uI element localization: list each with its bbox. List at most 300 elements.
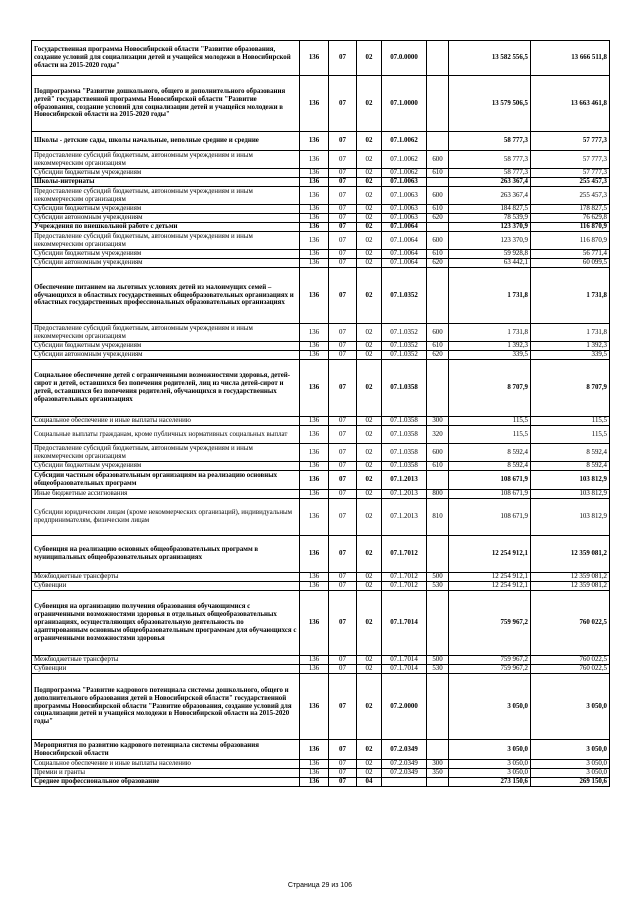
row-amount-1: 1 731,8 [449, 324, 531, 342]
row-expense-type: 530 [427, 582, 449, 591]
row-amount-1: 63 442,1 [449, 259, 531, 268]
table-row [32, 41, 610, 76]
row-name: Межбюджетные трансферты [32, 656, 300, 665]
row-expense-type: 600 [427, 151, 449, 169]
row-target-article: 07.2.0349 [382, 760, 427, 769]
row-subsection-code: 02 [357, 151, 382, 169]
table-row [32, 490, 610, 499]
row-subsection-code: 02 [357, 268, 382, 324]
row-amount-2: 76 629,8 [531, 214, 610, 223]
row-expense-type: 600 [427, 187, 449, 205]
row-ministry-code: 136 [300, 250, 329, 259]
row-section-code: 07 [329, 169, 357, 178]
row-name: Субвенции [32, 582, 300, 591]
row-expense-type: 610 [427, 462, 449, 471]
row-section-code: 07 [329, 351, 357, 360]
row-name: Социальное обеспечение детей с ограниченными возможностями здоровья, детей-сирот и детей, оставшихся без попечения родителей, лиц из числа детей-сирот и детей, оставшихся без попечения родителей, обучающихся в государственных образовательных организациях [32, 360, 300, 417]
row-expense-type [427, 178, 449, 187]
row-name: Премии и гранты [32, 769, 300, 778]
row-amount-2: 12 359 081,2 [531, 573, 610, 582]
table-row [32, 324, 610, 342]
row-section-code: 07 [329, 178, 357, 187]
row-subsection-code: 02 [357, 760, 382, 769]
table-row [32, 342, 610, 351]
row-section-code: 07 [329, 740, 357, 760]
row-amount-1: 78 539,9 [449, 214, 531, 223]
row-section-code: 07 [329, 268, 357, 324]
row-expense-type: 810 [427, 499, 449, 536]
row-ministry-code: 136 [300, 132, 329, 151]
table-row [32, 591, 610, 656]
row-section-code: 07 [329, 591, 357, 656]
row-name: Субсидии бюджетным учреждениям [32, 462, 300, 471]
row-amount-1: 13 579 506,5 [449, 76, 531, 132]
row-amount-2: 1 392,3 [531, 342, 610, 351]
row-subsection-code: 02 [357, 342, 382, 351]
row-expense-type: 610 [427, 205, 449, 214]
row-ministry-code: 136 [300, 462, 329, 471]
row-ministry-code: 136 [300, 536, 329, 573]
row-section-code: 07 [329, 490, 357, 499]
row-section-code: 07 [329, 674, 357, 740]
row-name: Субсидии автономным учреждениям [32, 351, 300, 360]
table-row [32, 674, 610, 740]
row-subsection-code: 02 [357, 444, 382, 462]
page-footer: Страница 29 из 106 [287, 882, 353, 889]
row-expense-type: 620 [427, 351, 449, 360]
row-amount-1: 58 777,3 [449, 169, 531, 178]
row-amount-1: 13 582 556,5 [449, 41, 531, 76]
table-row [32, 740, 610, 760]
row-amount-1: 123 370,9 [449, 223, 531, 232]
row-name: Иные бюджетные ассигнования [32, 490, 300, 499]
row-subsection-code: 02 [357, 573, 382, 582]
row-expense-type [427, 591, 449, 656]
row-expense-type: 300 [427, 760, 449, 769]
row-name: Социальные выплаты гражданам, кроме публичных нормативных социальных выплат [32, 426, 300, 444]
row-section-code: 07 [329, 582, 357, 591]
row-amount-1: 759 967,2 [449, 656, 531, 665]
row-ministry-code: 136 [300, 674, 329, 740]
row-amount-1: 8 592,4 [449, 444, 531, 462]
row-ministry-code: 136 [300, 582, 329, 591]
row-expense-type [427, 778, 449, 787]
table-row [32, 76, 610, 132]
row-amount-2: 8 592,4 [531, 444, 610, 462]
table-row [32, 360, 610, 417]
row-amount-2: 760 022,5 [531, 656, 610, 665]
row-ministry-code: 136 [300, 665, 329, 674]
table-row [32, 536, 610, 573]
row-name: Субвенции [32, 665, 300, 674]
table-row [32, 187, 610, 205]
row-amount-2: 269 150,6 [531, 778, 610, 787]
row-target-article: 07.0.0000 [382, 41, 427, 76]
row-subsection-code: 02 [357, 324, 382, 342]
row-expense-type [427, 132, 449, 151]
row-name: Обеспечение питанием на льготных условиях детей из малоимущих семей – обучающихся в областных государственных общеобразовательных организациях и областных государственных профессиональных образовательных организациях [32, 268, 300, 324]
row-target-article: 07.1.0062 [382, 151, 427, 169]
row-amount-1: 58 777,3 [449, 132, 531, 151]
row-target-article: 07.1.0064 [382, 223, 427, 232]
row-amount-1: 263 367,4 [449, 187, 531, 205]
row-name: Социальное обеспечение и иные выплаты населению [32, 417, 300, 426]
row-ministry-code: 136 [300, 471, 329, 490]
row-subsection-code: 02 [357, 499, 382, 536]
row-amount-1: 58 777,3 [449, 151, 531, 169]
row-section-code: 07 [329, 151, 357, 169]
row-expense-type [427, 536, 449, 573]
row-target-article: 07.1.7012 [382, 536, 427, 573]
row-name: Субсидии частным образовательным организациям на реализацию основных общеобразовательных программ [32, 471, 300, 490]
table-row [32, 444, 610, 462]
table-row [32, 582, 610, 591]
row-expense-type: 610 [427, 342, 449, 351]
row-target-article: 07.1.0352 [382, 342, 427, 351]
row-name: Учреждения по внешкольной работе с детьми [32, 223, 300, 232]
row-ministry-code: 136 [300, 268, 329, 324]
row-section-code: 07 [329, 259, 357, 268]
row-target-article: 07.1.0358 [382, 417, 427, 426]
row-target-article: 07.1.0358 [382, 462, 427, 471]
row-ministry-code: 136 [300, 499, 329, 536]
table-row [32, 417, 610, 426]
row-subsection-code: 02 [357, 417, 382, 426]
row-amount-2: 760 022,5 [531, 591, 610, 656]
row-name: Социальное обеспечение и иные выплаты населению [32, 760, 300, 769]
row-section-code: 07 [329, 360, 357, 417]
row-expense-type [427, 740, 449, 760]
row-ministry-code: 136 [300, 223, 329, 232]
row-subsection-code: 02 [357, 471, 382, 490]
row-amount-2: 103 812,9 [531, 499, 610, 536]
row-amount-1: 115,5 [449, 426, 531, 444]
row-name: Школы-интернаты [32, 178, 300, 187]
row-target-article: 07.2.0000 [382, 674, 427, 740]
row-target-article: 07.1.7014 [382, 656, 427, 665]
row-ministry-code: 136 [300, 324, 329, 342]
row-section-code: 07 [329, 76, 357, 132]
table-row [32, 351, 610, 360]
row-name: Субсидии бюджетным учреждениям [32, 250, 300, 259]
row-amount-2: 13 663 461,8 [531, 76, 610, 132]
row-ministry-code: 136 [300, 656, 329, 665]
row-amount-1: 263 367,4 [449, 178, 531, 187]
row-amount-1: 59 928,8 [449, 250, 531, 259]
row-subsection-code: 02 [357, 205, 382, 214]
row-name: Субсидии юридическим лицам (кроме некоммерческих организаций), индивидуальным предпринимателям, физическим лицам [32, 499, 300, 536]
row-ministry-code: 136 [300, 778, 329, 787]
row-target-article: 07.1.0358 [382, 444, 427, 462]
row-name: Предоставление субсидий бюджетным, автономным учреждениям и иным некоммерческим организациям [32, 444, 300, 462]
row-name: Субвенция на организацию получения образования обучающимися с ограниченными возможностями здоровья в отдельных общеобразовательных организациях, осуществляющих образовательную деятельность по адаптированным основным общеобразовательным программам для обучающихся с ограниченными возможностями здоровья [32, 591, 300, 656]
table-row [32, 769, 610, 778]
row-ministry-code: 136 [300, 178, 329, 187]
row-section-code: 07 [329, 214, 357, 223]
row-amount-2: 116 870,9 [531, 223, 610, 232]
row-subsection-code: 02 [357, 656, 382, 665]
row-expense-type [427, 41, 449, 76]
row-amount-1: 3 050,0 [449, 769, 531, 778]
table-row [32, 232, 610, 250]
row-target-article: 07.1.0352 [382, 351, 427, 360]
row-amount-2: 178 827,5 [531, 205, 610, 214]
row-amount-1: 108 671,9 [449, 499, 531, 536]
table-row [32, 268, 610, 324]
row-target-article: 07.1.0352 [382, 268, 427, 324]
row-amount-2: 57 777,3 [531, 151, 610, 169]
row-amount-1: 115,5 [449, 417, 531, 426]
row-target-article: 07.1.2013 [382, 490, 427, 499]
row-amount-2: 255 457,3 [531, 178, 610, 187]
table-row [32, 250, 610, 259]
row-target-article: 07.1.0064 [382, 259, 427, 268]
row-expense-type: 610 [427, 169, 449, 178]
row-expense-type: 620 [427, 259, 449, 268]
row-section-code: 07 [329, 342, 357, 351]
row-ministry-code: 136 [300, 342, 329, 351]
row-amount-1: 8 707,9 [449, 360, 531, 417]
row-amount-2: 116 870,9 [531, 232, 610, 250]
row-amount-2: 8 707,9 [531, 360, 610, 417]
row-ministry-code: 136 [300, 76, 329, 132]
row-section-code: 07 [329, 656, 357, 665]
budget-table [31, 40, 610, 787]
row-subsection-code: 02 [357, 178, 382, 187]
row-target-article: 07.1.0064 [382, 232, 427, 250]
row-expense-type: 620 [427, 214, 449, 223]
row-ministry-code: 136 [300, 351, 329, 360]
row-ministry-code: 136 [300, 573, 329, 582]
row-amount-2: 3 050,0 [531, 760, 610, 769]
row-name: Предоставление субсидий бюджетным, автономным учреждениям и иным некоммерческим организациям [32, 232, 300, 250]
row-expense-type: 350 [427, 769, 449, 778]
row-expense-type: 800 [427, 490, 449, 499]
row-amount-1: 12 254 912,1 [449, 536, 531, 573]
table-row [32, 665, 610, 674]
row-subsection-code: 02 [357, 582, 382, 591]
row-subsection-code: 02 [357, 591, 382, 656]
row-amount-2: 56 771,4 [531, 250, 610, 259]
row-section-code: 07 [329, 232, 357, 250]
row-ministry-code: 136 [300, 259, 329, 268]
row-section-code: 07 [329, 250, 357, 259]
row-section-code: 07 [329, 499, 357, 536]
row-section-code: 07 [329, 324, 357, 342]
row-name: Субсидии бюджетным учреждениям [32, 205, 300, 214]
row-ministry-code: 136 [300, 444, 329, 462]
row-expense-type: 300 [427, 417, 449, 426]
row-amount-1: 108 671,9 [449, 471, 531, 490]
row-target-article: 07.1.7014 [382, 665, 427, 674]
row-ministry-code: 136 [300, 490, 329, 499]
row-name: Предоставление субсидий бюджетным, автономным учреждениям и иным некоммерческим организациям [32, 324, 300, 342]
row-amount-2: 8 592,4 [531, 462, 610, 471]
row-target-article: 07.1.2013 [382, 499, 427, 536]
row-subsection-code: 02 [357, 169, 382, 178]
row-amount-1: 759 967,2 [449, 591, 531, 656]
row-amount-2: 3 050,0 [531, 740, 610, 760]
row-section-code: 07 [329, 778, 357, 787]
row-section-code: 07 [329, 665, 357, 674]
row-amount-1: 3 050,0 [449, 760, 531, 769]
row-ministry-code: 136 [300, 187, 329, 205]
row-ministry-code: 136 [300, 591, 329, 656]
row-section-code: 07 [329, 417, 357, 426]
row-ministry-code: 136 [300, 169, 329, 178]
row-target-article: 07.1.0062 [382, 132, 427, 151]
row-section-code: 07 [329, 769, 357, 778]
row-amount-2: 1 731,8 [531, 268, 610, 324]
row-section-code: 07 [329, 426, 357, 444]
table-row [32, 426, 610, 444]
row-ministry-code: 136 [300, 426, 329, 444]
row-amount-2: 760 022,5 [531, 665, 610, 674]
row-amount-1: 3 050,0 [449, 674, 531, 740]
row-amount-2: 60 099,5 [531, 259, 610, 268]
row-ministry-code: 136 [300, 417, 329, 426]
row-section-code: 07 [329, 132, 357, 151]
table-row [32, 132, 610, 151]
row-amount-1: 123 370,9 [449, 232, 531, 250]
row-expense-type [427, 268, 449, 324]
row-subsection-code: 02 [357, 214, 382, 223]
row-amount-1: 12 254 912,1 [449, 582, 531, 591]
row-section-code: 07 [329, 223, 357, 232]
row-subsection-code: 02 [357, 232, 382, 250]
row-ministry-code: 136 [300, 760, 329, 769]
row-name: Среднее профессиональное образование [32, 778, 300, 787]
row-ministry-code: 136 [300, 41, 329, 76]
row-target-article: 07.1.0063 [382, 214, 427, 223]
row-target-article: 07.1.0063 [382, 178, 427, 187]
row-subsection-code: 02 [357, 490, 382, 499]
row-expense-type [427, 223, 449, 232]
row-subsection-code: 02 [357, 351, 382, 360]
row-expense-type: 600 [427, 444, 449, 462]
row-amount-2: 103 812,9 [531, 490, 610, 499]
row-subsection-code: 02 [357, 462, 382, 471]
row-expense-type: 600 [427, 232, 449, 250]
row-subsection-code: 02 [357, 187, 382, 205]
row-target-article: 07.2.0349 [382, 769, 427, 778]
row-target-article: 07.1.0000 [382, 76, 427, 132]
row-name: Школы - детские сады, школы начальные, неполные средние и средние [32, 132, 300, 151]
row-subsection-code: 02 [357, 360, 382, 417]
row-expense-type [427, 674, 449, 740]
row-target-article: 07.1.0062 [382, 169, 427, 178]
table-row [32, 656, 610, 665]
row-amount-1: 1 392,3 [449, 342, 531, 351]
row-amount-2: 12 359 081,2 [531, 536, 610, 573]
row-section-code: 07 [329, 187, 357, 205]
row-name: Государственная программа Новосибирской области "Развитие образования, создание условий для социализации детей и учащейся молодежи в Новосибирской области на 2015-2020 годы" [32, 41, 300, 76]
row-expense-type: 600 [427, 324, 449, 342]
row-expense-type: 500 [427, 573, 449, 582]
table-row [32, 573, 610, 582]
row-subsection-code: 02 [357, 76, 382, 132]
row-expense-type: 320 [427, 426, 449, 444]
row-target-article: 07.1.7012 [382, 573, 427, 582]
row-amount-1: 8 592,4 [449, 462, 531, 471]
table-row [32, 223, 610, 232]
row-name: Субсидии автономным учреждениям [32, 259, 300, 268]
row-section-code: 07 [329, 573, 357, 582]
row-subsection-code: 02 [357, 665, 382, 674]
row-ministry-code: 136 [300, 740, 329, 760]
table-row [32, 471, 610, 490]
row-target-article [382, 778, 427, 787]
row-expense-type: 530 [427, 665, 449, 674]
row-amount-2: 1 731,8 [531, 324, 610, 342]
table-row [32, 778, 610, 787]
row-target-article: 07.1.2013 [382, 471, 427, 490]
row-amount-2: 13 666 511,8 [531, 41, 610, 76]
row-subsection-code: 02 [357, 223, 382, 232]
row-subsection-code: 02 [357, 674, 382, 740]
table-row [32, 462, 610, 471]
row-expense-type: 500 [427, 656, 449, 665]
row-name: Подпрограмма "Развитие кадрового потенциала системы дошкольного, общего и дополнительного образования детей в Новосибирской области" государственной программы Новосибирской области "Развитие образования, создание условий для социализации детей и учащейся молодежи в Новосибирской области на 2015-2020 годы" [32, 674, 300, 740]
row-target-article: 07.1.0358 [382, 426, 427, 444]
row-name: Предоставление субсидий бюджетным, автономным учреждениям и иным некоммерческим организациям [32, 151, 300, 169]
row-ministry-code: 136 [300, 232, 329, 250]
row-section-code: 07 [329, 205, 357, 214]
row-target-article: 07.2.0349 [382, 740, 427, 760]
row-amount-2: 115,5 [531, 417, 610, 426]
row-expense-type [427, 360, 449, 417]
row-amount-2: 3 050,0 [531, 674, 610, 740]
row-name: Субсидии бюджетным учреждениям [32, 169, 300, 178]
row-subsection-code: 02 [357, 132, 382, 151]
row-name: Мероприятия по развитию кадрового потенциала системы образования Новосибирской области [32, 740, 300, 760]
table-row [32, 205, 610, 214]
row-expense-type [427, 76, 449, 132]
row-target-article: 07.1.0063 [382, 187, 427, 205]
table-row [32, 151, 610, 169]
row-target-article: 07.1.0064 [382, 250, 427, 259]
table-row [32, 178, 610, 187]
row-subsection-code: 02 [357, 250, 382, 259]
row-name: Субсидии бюджетным учреждениям [32, 342, 300, 351]
row-section-code: 07 [329, 760, 357, 769]
row-subsection-code: 02 [357, 769, 382, 778]
row-amount-1: 108 671,9 [449, 490, 531, 499]
row-subsection-code: 02 [357, 41, 382, 76]
row-section-code: 07 [329, 471, 357, 490]
row-name: Межбюджетные трансферты [32, 573, 300, 582]
row-ministry-code: 136 [300, 151, 329, 169]
row-section-code: 07 [329, 462, 357, 471]
row-amount-2: 57 777,3 [531, 169, 610, 178]
table-row [32, 259, 610, 268]
row-target-article: 07.1.0352 [382, 324, 427, 342]
row-amount-2: 255 457,3 [531, 187, 610, 205]
table-row [32, 169, 610, 178]
row-amount-2: 339,5 [531, 351, 610, 360]
row-section-code: 07 [329, 536, 357, 573]
row-name: Подпрограмма "Развитие дошкольного, общего и дополнительного образования детей" государственной программы Новосибирской области "Развитие образования, создание условий для социализации детей и учащейся молодежи в Новосибирской области на 2015-2020 годы" [32, 76, 300, 132]
row-name: Субсидии автономным учреждениям [32, 214, 300, 223]
row-amount-1: 184 827,5 [449, 205, 531, 214]
row-amount-1: 339,5 [449, 351, 531, 360]
table-row [32, 499, 610, 536]
row-subsection-code: 02 [357, 740, 382, 760]
row-amount-2: 57 777,3 [531, 132, 610, 151]
row-amount-1: 1 731,8 [449, 268, 531, 324]
row-target-article: 07.1.7014 [382, 591, 427, 656]
row-ministry-code: 136 [300, 769, 329, 778]
